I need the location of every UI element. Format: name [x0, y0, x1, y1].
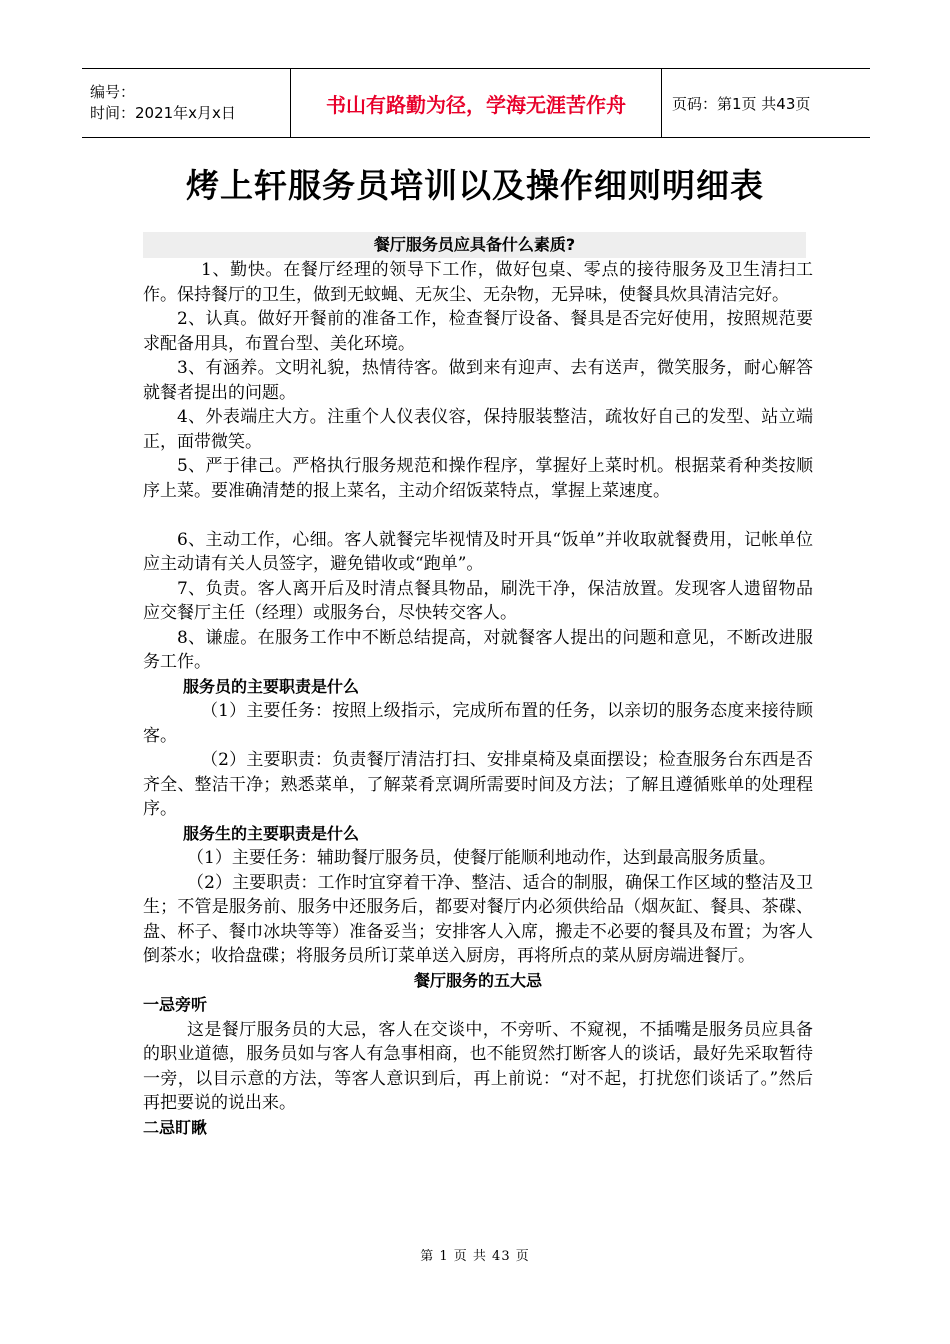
section-heading-qualities: 餐厅服务员应具备什么素质? — [143, 232, 806, 258]
paragraph: 6、主动工作，心细。客人就餐完毕视情及时开具“饭单”并收取就餐费用，记帐单位应主动请有关人员签字，避免错收或“跑单”。 — [143, 529, 813, 574]
document-body — [143, 258, 813, 1140]
page-info-text: 页码：第1页 共43页 — [672, 94, 811, 113]
subheading-taboo-2: 二忌盯瞅 — [143, 1117, 208, 1137]
subheading-taboo-1: 一忌旁听 — [143, 995, 208, 1014]
page-footer: 第 1 页 共 43 页 — [420, 1249, 530, 1264]
spacer — [143, 503, 813, 528]
paragraph: （2）主要职责：负责餐厅清洁打扫、安排桌椅及桌面摆设；检查服务台东西是否齐全、整洁干净；熟悉菜单，了解菜肴烹调所需要时间及方法；了解且遵循账单的处理程序。 — [143, 750, 813, 819]
paragraph: 7、负责。客人离开后及时清点餐具物品，刷洗干净，保洁放置。发现客人遗留物品应交餐厅主任（经理）或服务台，尽快转交客人。 — [143, 578, 813, 623]
paragraph: 3、有涵养。文明礼貌，热情待客。做到来有迎声、去有送声，微笑服务，耐心解答就餐者提出的问题。 — [143, 358, 813, 403]
section-heading-five-taboos: 餐厅服务的五大忌 — [413, 970, 542, 990]
paragraph: 这是餐厅服务员的大忌，客人在交谈中，不旁听、不窥视，不插嘴是服务员应具备的职业道德，服务员如与客人有急事相商，也不能贸然打断客人的谈话，最好先采取暂待一旁，以目示意的方法，等客人意识到后，再上前说：“对不起，打扰您们谈话了。”然后再把要说的说出来。 — [143, 1019, 813, 1113]
section-heading-busboy-duties: 服务生的主要职责是什么 — [183, 823, 360, 843]
header-meta — [82, 69, 291, 137]
document-title: 烤上轩服务员培训以及操作细则明细表 — [186, 166, 764, 205]
paragraph: （1）主要任务：辅助餐厅服务员，使餐厅能顺利地动作，达到最高服务质量。 — [187, 848, 776, 868]
paragraph: 5、严于律己。严格执行服务规范和操作程序，掌握好上菜时机。根据菜肴种类按顺序上菜。要准确清楚的报上菜名，主动介绍饭菜特点，掌握上菜速度。 — [143, 456, 813, 501]
motto-text: 书山有路勤为径，学海无涯苦作舟 — [326, 92, 626, 117]
date-label: 时间：2021年x月x日 — [90, 104, 236, 122]
paragraph: 1、勤快。在餐厅经理的领导下工作，做好包桌、零点的接待服务及卫生清扫工作。保持餐厅的卫生，做到无蚊蝇、无灰尘、无杂物，无异味，使餐具炊具清洁完好。 — [143, 260, 813, 305]
header-page-info — [662, 69, 870, 137]
section-heading-waiter-duties: 服务员的主要职责是什么 — [183, 676, 360, 696]
paragraph: 4、外表端庄大方。注重个人仪表仪容，保持服装整洁，疏妆好自己的发型、站立端正，面带微笑。 — [143, 407, 813, 452]
paragraph: 8、谦虚。在服务工作中不断总结提高，对就餐客人提出的问题和意见，不断改进服务工作。 — [143, 627, 813, 672]
page-header — [82, 68, 870, 138]
paragraph: 2、认真。做好开餐前的准备工作，检查餐厅设备、餐具是否完好使用，按照规范要求配备用具，布置台型、美化环境。 — [143, 309, 813, 354]
paragraph: （1）主要任务：按照上级指示，完成所布置的任务，以亲切的服务态度来接待顾客。 — [143, 701, 813, 746]
number-label: 编号： — [90, 83, 136, 101]
paragraph: （2）主要职责：工作时宜穿着干净、整洁、适合的制服，确保工作区域的整洁及卫生；不管是服务前、服务中还服务后，都要对餐厅内必须供给品（烟灰缸、餐具、茶碟、盘、杯子、餐巾冰块等等）准备妥当；安排客人入席，搬走不必要的餐具及布置；为客人倒茶水；收拾盘碟；将服务员所订菜单送入厨房，再将所点的菜从厨房端进餐厅。 — [143, 872, 813, 966]
header-motto — [291, 69, 662, 137]
